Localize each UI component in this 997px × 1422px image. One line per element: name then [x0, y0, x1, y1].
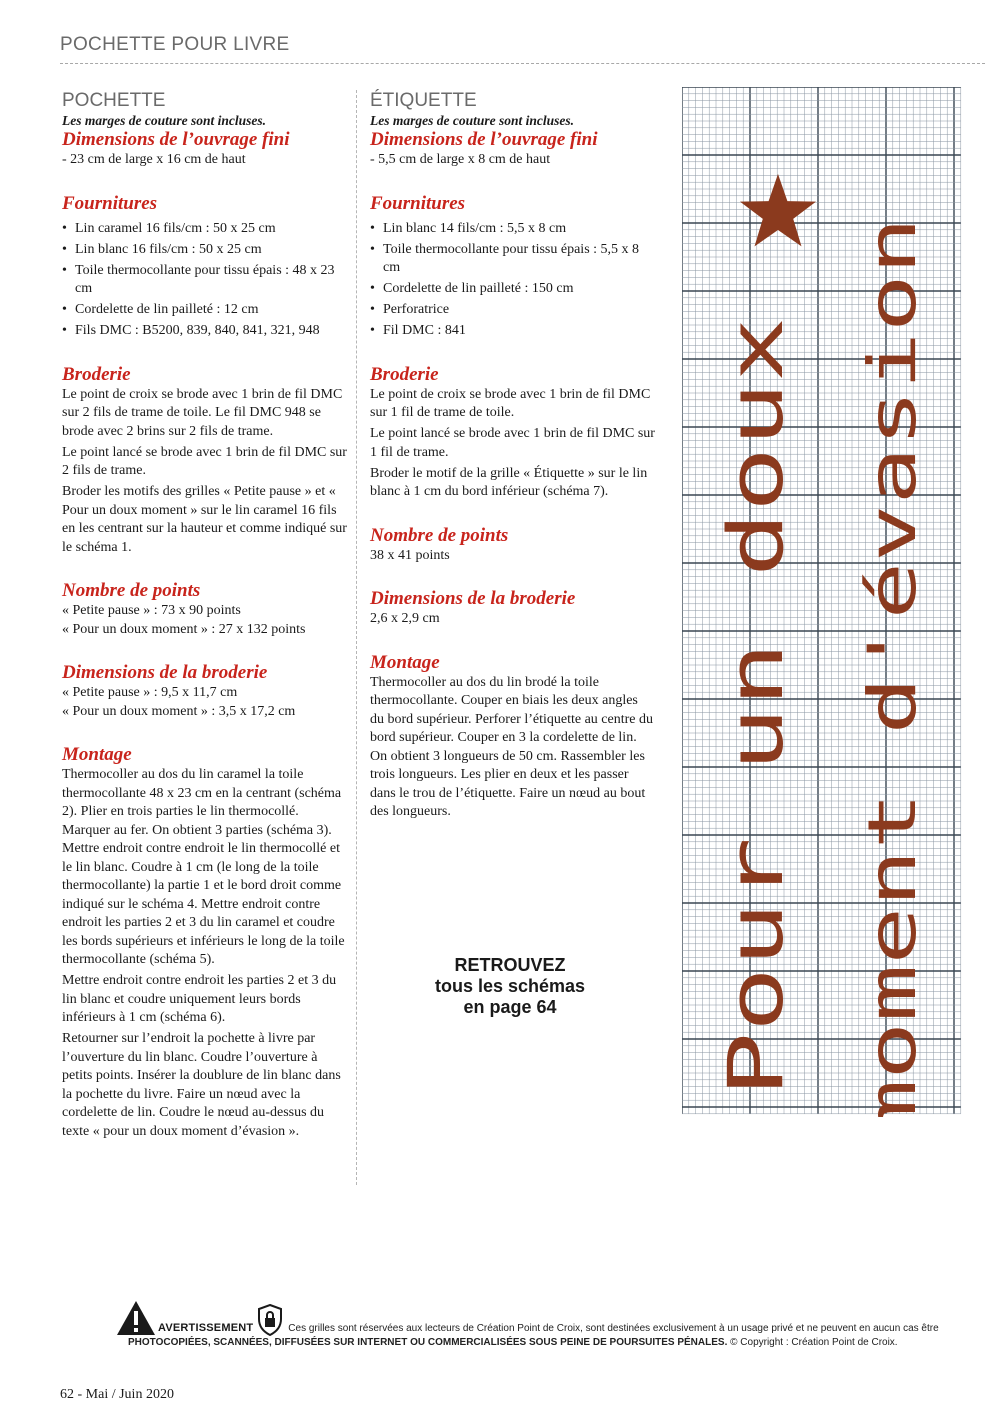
- list-item: • Perforatrice: [370, 301, 655, 320]
- nombre-points-heading: Nombre de points: [62, 580, 201, 601]
- fournitures-heading: Fournitures: [370, 192, 466, 214]
- paragraph: Broder le motif de la grille « Étiquette » sur le lin blanc à 1 cm du bord inférieur (schéma 7).: [370, 465, 648, 499]
- section-title-pochette: POCHETTE: [62, 90, 166, 111]
- paragraph: Thermocoller au dos du lin caramel la toile thermocollante 48 x 23 cm en la centrant (schéma 2). Plier en trois parties le lin thermocollé. Marquer au fer. On obtient 3 parties (schéma 3). Mettre endroit contre endroit le lin thermocollé et le lin blanc. Coudre à 1 cm (le long de la toile thermocollante) la partie 1 et le bord droit comme indiqué sur le schéma 4. Mettre endroit contre endroit les parties 2 et 3 du lin caramel et coudre les bords supérieurs et inférieurs le long de la toile thermocollante (schéma 5).: [62, 767, 345, 967]
- warning-triangle-icon: [116, 1300, 156, 1336]
- header-divider: [60, 63, 985, 64]
- list-item: • Fil DMC : 841: [370, 322, 655, 341]
- chart-text-line-2: moment d'évasion: [854, 501, 931, 1117]
- dimensions-text: - 5,5 cm de large x 8 cm de haut: [370, 152, 551, 167]
- fournitures-list: [370, 220, 655, 341]
- lock-shield-icon: [257, 1304, 283, 1336]
- dimensions-broderie-heading: Dimensions de la broderie: [62, 662, 268, 683]
- column-divider: [356, 90, 357, 1185]
- chart-grid: [682, 87, 962, 1117]
- nombre-points-heading: Nombre de points: [370, 524, 509, 546]
- fournitures-list: [62, 220, 347, 341]
- list-item: • Lin caramel 16 fils/cm : 50 x 25 cm: [62, 220, 347, 239]
- paragraph: Retourner sur l’endroit la pochette à livre par l’ouverture du lin blanc. Coudre l’ouverture à petits points. Insérer la doublure de lin blanc dans la pochette du livre. Faire un nœud avec la cordelette de lin. Coudre le nœud au-dessus du texte « pour un doux moment d’évasion ».: [62, 1031, 341, 1139]
- paragraph: Mettre endroit contre endroit les parties 2 et 3 du lin blanc et coudre uniquement leurs bords inférieurs à 1 cm (schéma 6).: [62, 973, 337, 1025]
- dimensions-heading: Dimensions de l’ouvrage fini: [370, 129, 598, 150]
- warning-bold-text: PHOTOCOPIÉES, SCANNÉES, DIFFUSÉES SUR INTERNET OU COMMERCIALISÉES SOUS PEINE DE POURSUITES PÉNALES.: [128, 1337, 728, 1348]
- list-item: • Cordelette de lin pailleté : 150 cm: [370, 280, 655, 299]
- dimensions-heading: Dimensions de l’ouvrage fini: [62, 129, 290, 150]
- paragraph: Le point lancé se brode avec 1 brin de fil DMC sur 2 fils de trame.: [62, 444, 347, 478]
- paragraph: Thermocoller au dos du lin brodé la toile thermocollante. Couper en biais les deux angles du bord supérieur. Perforer l’étiquette au centre du bord supérieur. Couper en 3 la cordelette de lin. On obtient 3 longueurs de 50 cm. Rassembler les trois longueurs. Les plier en deux et les passer dans le trou de l’étiquette. Faire un nœud au bout des longueurs.: [370, 674, 654, 819]
- pochette-column: [62, 90, 347, 1144]
- retrouvez-line: en page 64: [463, 997, 557, 1017]
- list-item: • Toile thermocollante pour tissu épais : 5,5 x 8 cm: [370, 241, 655, 278]
- paragraph: Le point de croix se brode avec 1 brin de fil DMC sur 1 fil de trame de toile.: [370, 386, 651, 420]
- margins-note: Les marges de couture sont incluses.: [62, 113, 267, 128]
- points-line: « Pour un doux moment » : 27 x 132 points: [62, 621, 306, 637]
- etiquette-column: [370, 90, 655, 824]
- page-footer: 62 - Mai / Juin 2020: [60, 1387, 174, 1402]
- broderie-heading: Broderie: [62, 363, 131, 385]
- broderie-heading: Broderie: [370, 363, 439, 385]
- dimensions-broderie-heading: Dimensions de la broderie: [370, 588, 576, 609]
- montage-heading: Montage: [370, 651, 440, 673]
- paragraph: Broder les motifs des grilles « Petite pause » et « Pour un doux moment » sur le lin caramel 16 fils en les centrant sur la hauteur et comme indiqué sur le schéma 1.: [62, 484, 347, 555]
- list-item: • Fils DMC : B5200, 839, 840, 841, 321, 948: [62, 322, 347, 341]
- chart-text-line-1: Pour un doux: [711, 547, 800, 1097]
- warning-text-line-2: [128, 1337, 976, 1348]
- dimensions-text: - 23 cm de large x 16 cm de haut: [62, 152, 246, 167]
- points-line: « Petite pause » : 73 x 90 points: [62, 603, 241, 618]
- paragraph: Le point lancé se brode avec 1 brin de fil DMC sur 1 fil de trame.: [370, 426, 655, 460]
- list-item: • Cordelette de lin pailleté : 12 cm: [62, 301, 347, 320]
- paragraph: Le point de croix se brode avec 1 brin de fil DMC sur 2 fils de trame de toile. Le fil DMC 948 se brode avec 2 brins sur 2 fils de trame.: [62, 386, 343, 439]
- page-header-title: POCHETTE POUR LIVRE: [60, 34, 290, 55]
- copyright-warning: [116, 1300, 976, 1348]
- warning-text: Ces grilles sont réservées aux lecteurs de Création Point de Croix, sont destinées exclusivement à un usage privé et ne peuvent en aucun cas être: [288, 1323, 939, 1334]
- warning-title: AVERTISSEMENT: [158, 1322, 254, 1334]
- dimensions-line: 2,6 x 2,9 cm: [370, 611, 440, 626]
- section-title-etiquette: ÉTIQUETTE: [370, 90, 477, 111]
- dimensions-line: « Petite pause » : 9,5 x 11,7 cm: [62, 685, 238, 700]
- cross-stitch-chart: [682, 87, 962, 1117]
- points-line: 38 x 41 points: [370, 547, 450, 563]
- retrouvez-line: tous les schémas: [434, 976, 586, 996]
- retrouvez-callout: [405, 955, 615, 1018]
- montage-heading: Montage: [62, 744, 132, 765]
- list-item: • Toile thermocollante pour tissu épais : 48 x 23 cm: [62, 262, 347, 299]
- retrouvez-line: RETROUVEZ: [454, 955, 566, 975]
- list-item: • Lin blanc 14 fils/cm : 5,5 x 8 cm: [370, 220, 655, 239]
- dimensions-line: « Pour un doux moment » : 3,5 x 17,2 cm: [62, 703, 296, 719]
- margins-note: Les marges de couture sont incluses.: [370, 113, 575, 128]
- list-item: • Lin blanc 16 fils/cm : 50 x 25 cm: [62, 241, 347, 260]
- fournitures-heading: Fournitures: [62, 192, 158, 214]
- copyright-text: © Copyright : Création Point de Croix.: [727, 1337, 898, 1348]
